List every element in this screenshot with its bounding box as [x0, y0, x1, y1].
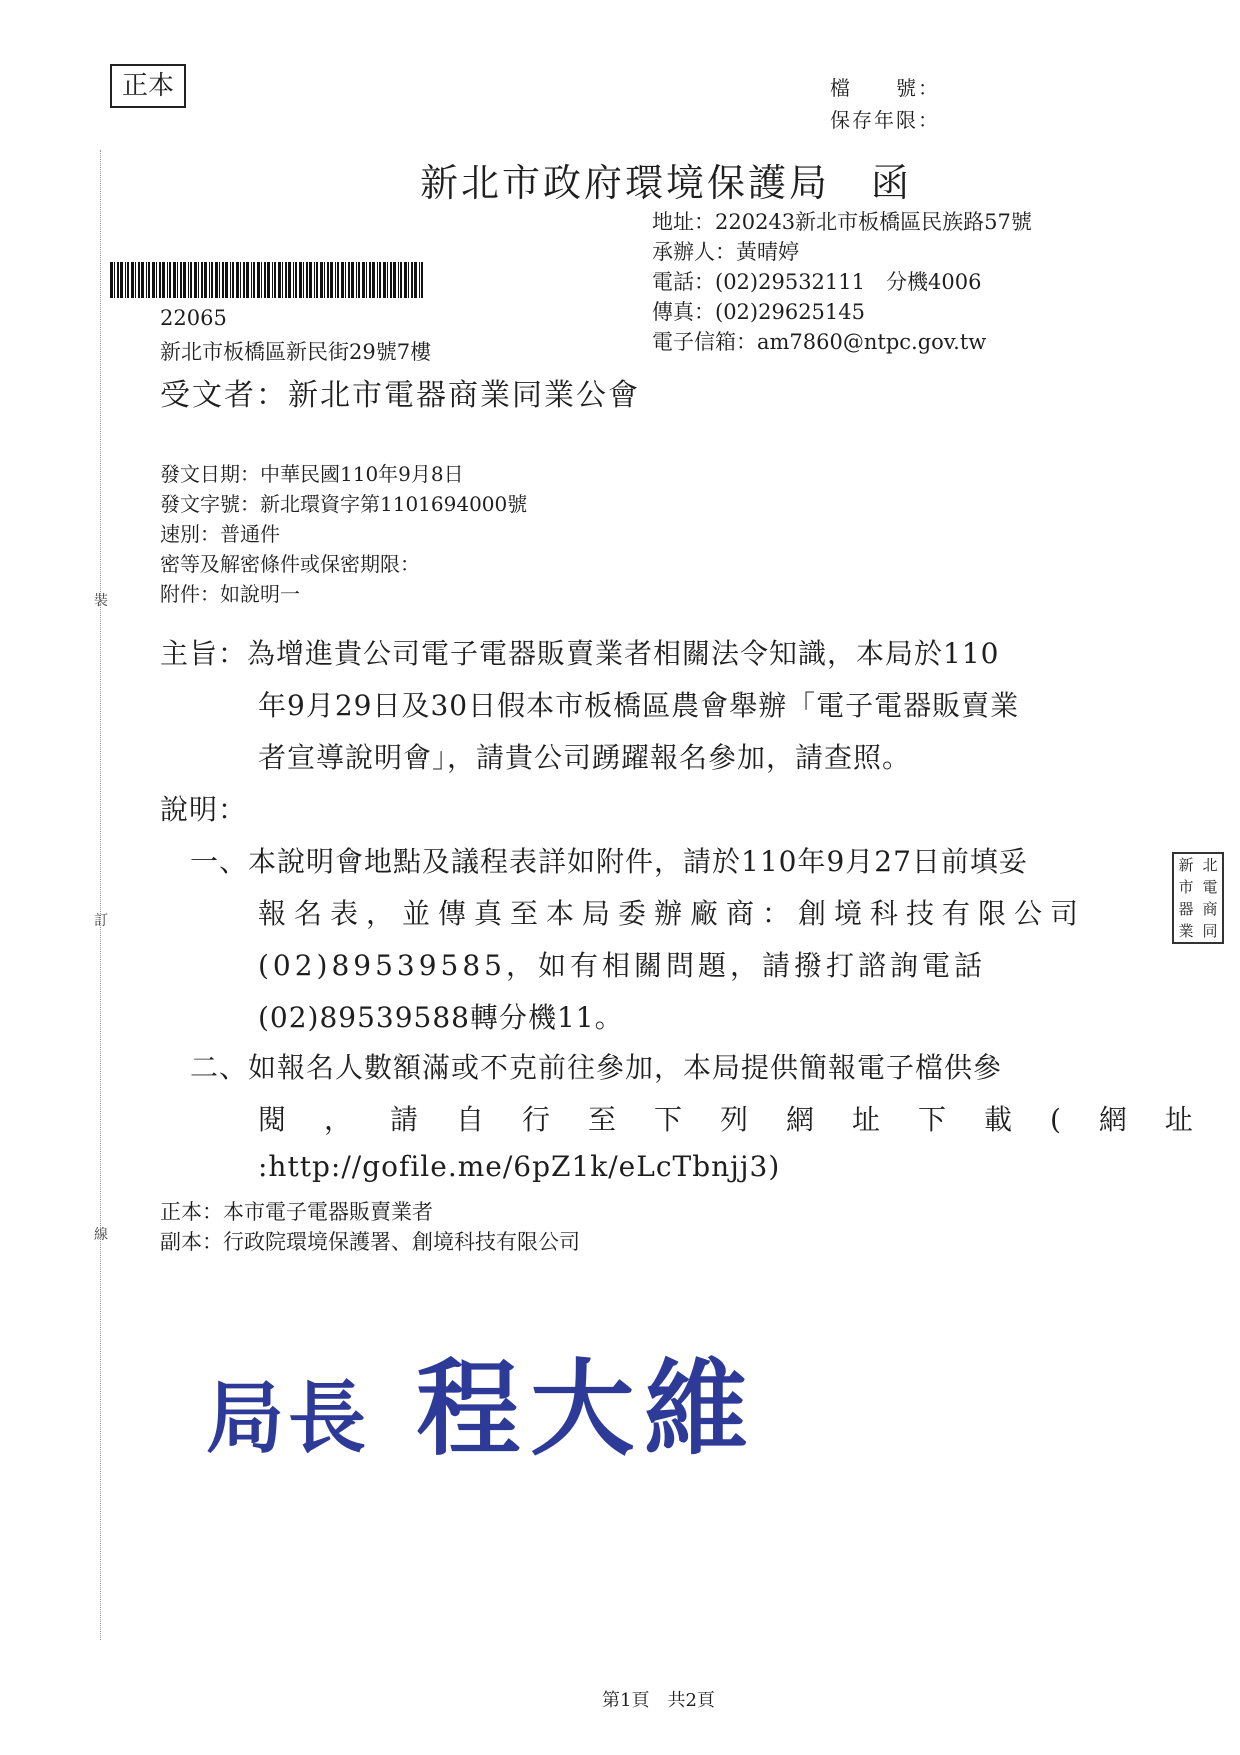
barcode-bar: [180, 262, 182, 298]
barcode-bar: [167, 262, 168, 298]
barcode-bar: [156, 262, 157, 298]
barcode-bar: [232, 262, 234, 298]
document-number: 發文字號：新北環資字第1101694000號: [160, 492, 528, 516]
barcode-bar: [274, 262, 276, 298]
binding-mark-staple: 訂: [94, 913, 108, 929]
barcode-bar: [330, 262, 333, 298]
contact-email: 電子信箱：am7860@ntpc.gov.tw: [652, 330, 987, 354]
barcode-bar: [419, 262, 420, 298]
barcode-bar: [362, 262, 365, 298]
barcode-bar: [387, 262, 388, 298]
barcode-bar: [383, 262, 386, 298]
copy-recipients: 副本：行政院環境保護署、創境科技有限公司: [160, 1230, 580, 1254]
barcode-bar: [285, 262, 287, 298]
barcode-bar: [267, 262, 270, 298]
barcode-bar: [183, 262, 186, 298]
barcode-bar: [278, 262, 281, 298]
barcode-bar: [135, 262, 136, 298]
barcode-bar: [356, 262, 357, 298]
barcode-bar: [348, 262, 350, 298]
barcode-bar: [253, 262, 255, 298]
seal-char: 北: [1202, 856, 1218, 874]
barcode-bar: [131, 262, 134, 298]
barcode-bar: [246, 262, 249, 298]
subject-line-3: 者宣導說明會」，請貴公司踴躍報名參加，請查照。: [258, 741, 912, 774]
archive-retention-period: 保存年限：: [830, 108, 940, 132]
page-number: 第1頁 共2頁: [602, 1690, 715, 1711]
original-recipients: 正本：本市電子電器販賣業者: [160, 1200, 433, 1224]
barcode-bar: [369, 262, 371, 298]
barcode-bar: [327, 262, 329, 298]
barcode-bar: [138, 262, 140, 298]
barcode-bar: [351, 262, 354, 298]
barcode-bar: [398, 262, 399, 298]
barcode-bar: [236, 262, 239, 298]
barcode-bar: [341, 262, 344, 298]
item-1-line-1: 一、本說明會地點及議程表詳如附件，請於110年9月27日前填妥: [190, 845, 1028, 878]
archive-file-number: 檔 號：: [830, 76, 940, 100]
barcode-bar: [219, 262, 220, 298]
barcode-bar: [400, 262, 402, 298]
barcode-bar: [414, 262, 417, 298]
barcode-bar: [173, 262, 176, 298]
seal-char: 同: [1202, 922, 1218, 940]
barcode-bar: [148, 262, 150, 298]
barcode-bar: [209, 262, 210, 298]
barcode-bar: [204, 262, 207, 298]
item-2-line-2: 閱，請自行至下列網址下載(網址: [258, 1103, 1231, 1136]
receipt-seal: [1172, 852, 1224, 944]
barcode-bar: [198, 262, 199, 298]
barcode-bar: [146, 262, 147, 298]
item-1-line-4: (02)89539588轉分機11。: [258, 1001, 624, 1034]
barcode-bar: [411, 262, 413, 298]
barcode-bar: [393, 262, 396, 298]
contact-handler: 承辦人：黃晴婷: [652, 240, 799, 264]
barcode-bar: [316, 262, 318, 298]
barcode-bar: [390, 262, 392, 298]
postal-address: 新北市板橋區新民街29號7樓: [160, 340, 432, 364]
barcode-bar: [240, 262, 241, 298]
postal-code: 22065: [160, 306, 227, 330]
contact-fax: 傳真：(02)29625145: [652, 300, 865, 324]
binding-mark-line: 線: [94, 1227, 108, 1243]
barcode-bar: [358, 262, 360, 298]
item-2-line-1: 二、如報名人數額滿或不克前往參加，本局提供簡報電子檔供參: [190, 1051, 1003, 1084]
barcode-bar: [306, 262, 308, 298]
signature-title: 局長: [206, 1373, 371, 1464]
secrecy-level: 密等及解密條件或保密期限：: [160, 552, 420, 576]
subject-line-2: 年9月29日及30日假本市板橋區農會舉辦「電子電器販賣業: [258, 689, 1020, 722]
barcode-bar: [314, 262, 315, 298]
recipient: 受文者：新北市電器商業同業公會: [160, 378, 640, 413]
barcode-bar: [366, 262, 367, 298]
barcode-bar: [320, 262, 323, 298]
barcode-bar: [288, 262, 291, 298]
barcode-bar: [282, 262, 283, 298]
barcode: [110, 262, 425, 298]
barcode-bar: [299, 262, 302, 298]
barcode-bar: [120, 262, 123, 298]
barcode-bar: [125, 262, 126, 298]
barcode-bar: [261, 262, 262, 298]
barcode-bar: [194, 262, 197, 298]
barcode-bar: [177, 262, 178, 298]
barcode-bar: [243, 262, 245, 298]
item-1-line-2: 報名表，並傳真至本局委辦廠商：創境科技有限公司: [258, 897, 1087, 930]
contact-phone: 電話：(02)29532111 分機4006: [652, 270, 982, 294]
seal-char: 業: [1178, 922, 1194, 940]
barcode-bar: [337, 262, 339, 298]
barcode-bar: [272, 262, 273, 298]
barcode-bar: [303, 262, 304, 298]
seal-char: 新: [1178, 856, 1194, 874]
barcode-bar: [159, 262, 161, 298]
binding-mark-bind: 裝: [94, 593, 108, 609]
barcode-bar: [152, 262, 155, 298]
barcode-bar: [201, 262, 203, 298]
barcode-bar: [251, 262, 252, 298]
subject-line-1: 主旨：為增進貴公司電子電器販賣業者相關法令知識，本局於110: [160, 637, 1000, 670]
barcode-bar: [169, 262, 171, 298]
barcode-bar: [117, 262, 119, 298]
barcode-bar: [162, 262, 165, 298]
barcode-bar: [324, 262, 325, 298]
item-1-line-3: (02)89539585，如有相關問題，請撥打諮詢電話: [258, 949, 986, 982]
barcode-bar: [408, 262, 409, 298]
barcode-bar: [190, 262, 192, 298]
item-2-line-3: :http://gofile.me/6pZ1k/eLcTbnjj3): [258, 1150, 781, 1183]
barcode-bar: [114, 262, 115, 298]
barcode-bar: [335, 262, 336, 298]
barcode-bar: [377, 262, 378, 298]
original-copy-stamp: 正本: [110, 64, 186, 108]
barcode-bar: [379, 262, 381, 298]
explanation-label: 說明：: [160, 793, 248, 826]
barcode-bar: [215, 262, 218, 298]
barcode-bar: [345, 262, 346, 298]
barcode-bar: [293, 262, 294, 298]
barcode-bar: [211, 262, 213, 298]
barcode-bar: [188, 262, 189, 298]
barcode-bar: [257, 262, 260, 298]
delivery-speed: 速別：普通件: [160, 522, 280, 546]
barcode-bar: [404, 262, 407, 298]
seal-char: 市: [1178, 878, 1194, 896]
issue-date: 發文日期：中華民國110年9月8日: [160, 462, 464, 486]
barcode-bar: [264, 262, 266, 298]
barcode-bar: [222, 262, 224, 298]
binding-margin-line: [100, 150, 101, 1640]
document-title: 新北市政府環境保護局 函: [420, 161, 913, 205]
barcode-bar: [127, 262, 129, 298]
barcode-bar: [110, 262, 113, 298]
barcode-bar: [421, 262, 423, 298]
contact-address: 地址：220243新北市板橋區民族路57號: [652, 210, 1032, 234]
barcode-bar: [295, 262, 297, 298]
attachment: 附件：如說明一: [160, 582, 300, 606]
signature-name: 程大維: [416, 1347, 759, 1470]
barcode-bar: [372, 262, 375, 298]
barcode-bar: [230, 262, 231, 298]
barcode-bar: [225, 262, 228, 298]
seal-char: 器: [1178, 900, 1194, 918]
barcode-bar: [309, 262, 312, 298]
seal-char: 電: [1202, 878, 1218, 896]
barcode-bar: [141, 262, 144, 298]
director-signature: [206, 1325, 758, 1475]
seal-char: 商: [1202, 900, 1218, 918]
